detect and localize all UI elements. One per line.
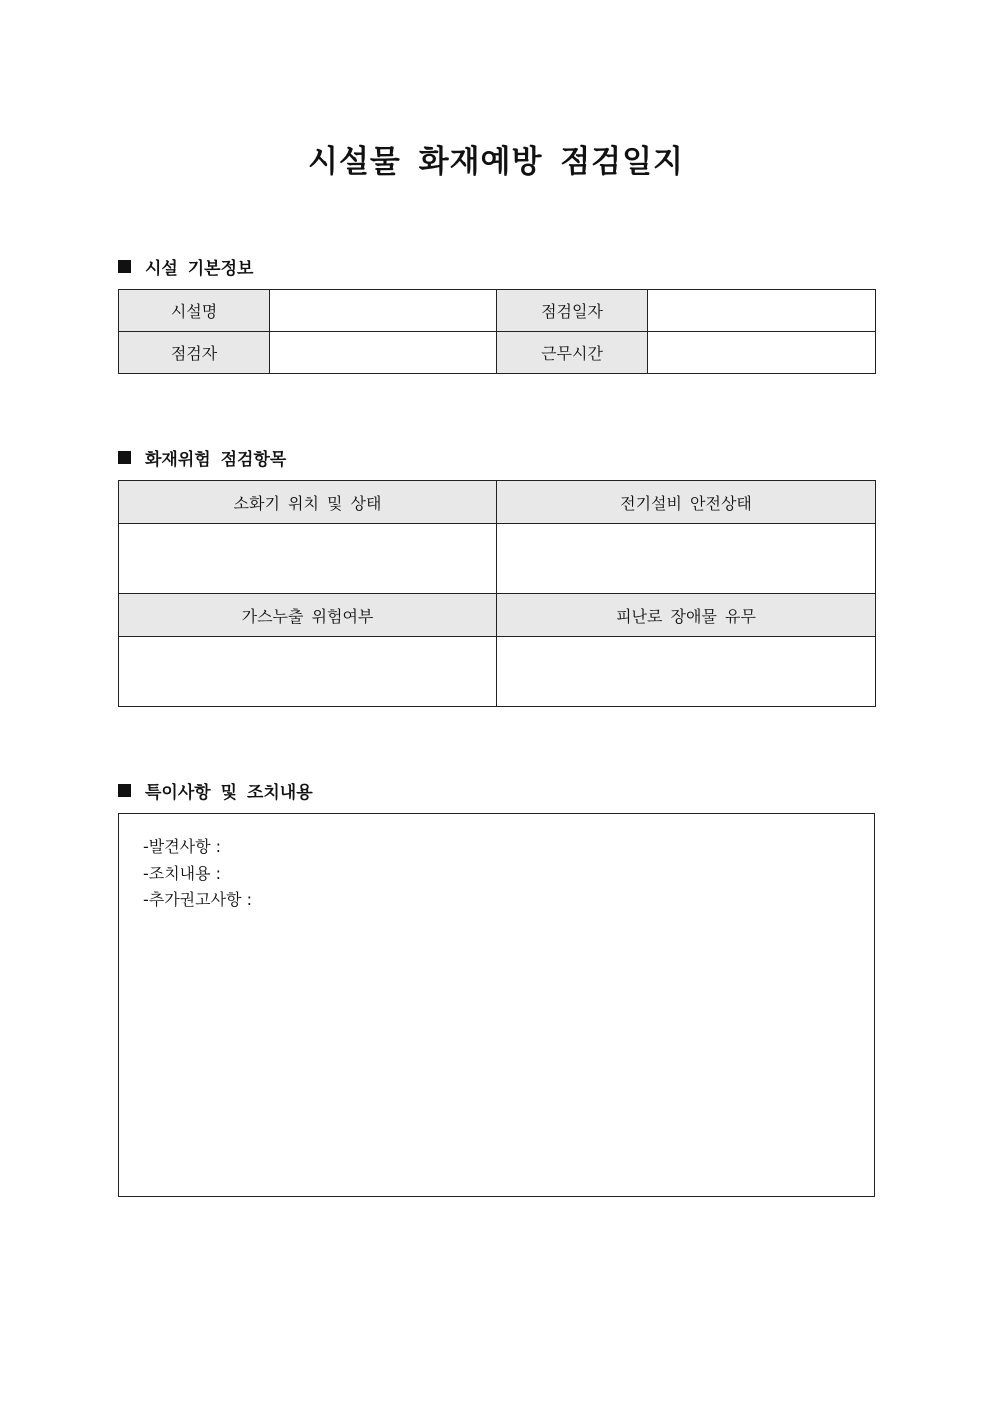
- table-row: [119, 637, 876, 707]
- gas-leak-risk-label: 가스누출 위험여부: [119, 594, 497, 637]
- gas-leak-risk-field[interactable]: [119, 637, 497, 707]
- square-bullet-icon: [118, 260, 131, 273]
- extinguisher-status-field[interactable]: [119, 524, 497, 594]
- fire-risk-table: [118, 480, 876, 707]
- inspector-label: 점검자: [119, 332, 270, 374]
- section-heading-basic-info: [118, 254, 253, 279]
- table-row: [119, 481, 876, 524]
- section-heading-label: 시설 기본정보: [145, 259, 254, 279]
- section-heading-notes: [118, 778, 313, 803]
- square-bullet-icon: [118, 784, 131, 797]
- recommendations-line: -추가권고사항 :: [143, 890, 252, 909]
- inspection-date-label: 점검일자: [497, 290, 648, 332]
- document-title: 시설물 화재예방 점검일지: [308, 144, 684, 180]
- basic-info-table: [118, 289, 876, 374]
- table-row: [119, 524, 876, 594]
- actions-line: -조치내용 :: [143, 863, 222, 883]
- evacuation-obstacle-field[interactable]: [497, 637, 876, 707]
- evacuation-obstacle-label: 피난로 장애물 유무: [497, 594, 876, 637]
- facility-name-field[interactable]: [270, 290, 497, 332]
- table-row: [119, 290, 876, 332]
- inspector-field[interactable]: [270, 332, 497, 374]
- work-hours-label: 근무시간: [497, 332, 648, 374]
- work-hours-field[interactable]: [648, 332, 876, 374]
- extinguisher-status-label: 소화기 위치 및 상태: [119, 481, 497, 524]
- notes-textarea[interactable]: [118, 813, 875, 1197]
- electrical-safety-field[interactable]: [497, 524, 876, 594]
- notes-lines: [143, 834, 252, 914]
- square-bullet-icon: [118, 451, 131, 464]
- table-row: [119, 332, 876, 374]
- electrical-safety-label: 전기설비 안전상태: [497, 481, 876, 524]
- inspection-date-field[interactable]: [648, 290, 876, 332]
- facility-name-label: 시설명: [119, 290, 270, 332]
- section-heading-fire-risk: [118, 445, 286, 470]
- section-heading-label: 화재위험 점검항목: [145, 450, 287, 470]
- table-row: [119, 594, 876, 637]
- findings-line: -발견사항 :: [143, 837, 222, 856]
- section-heading-label: 특이사항 및 조치내용: [145, 783, 313, 803]
